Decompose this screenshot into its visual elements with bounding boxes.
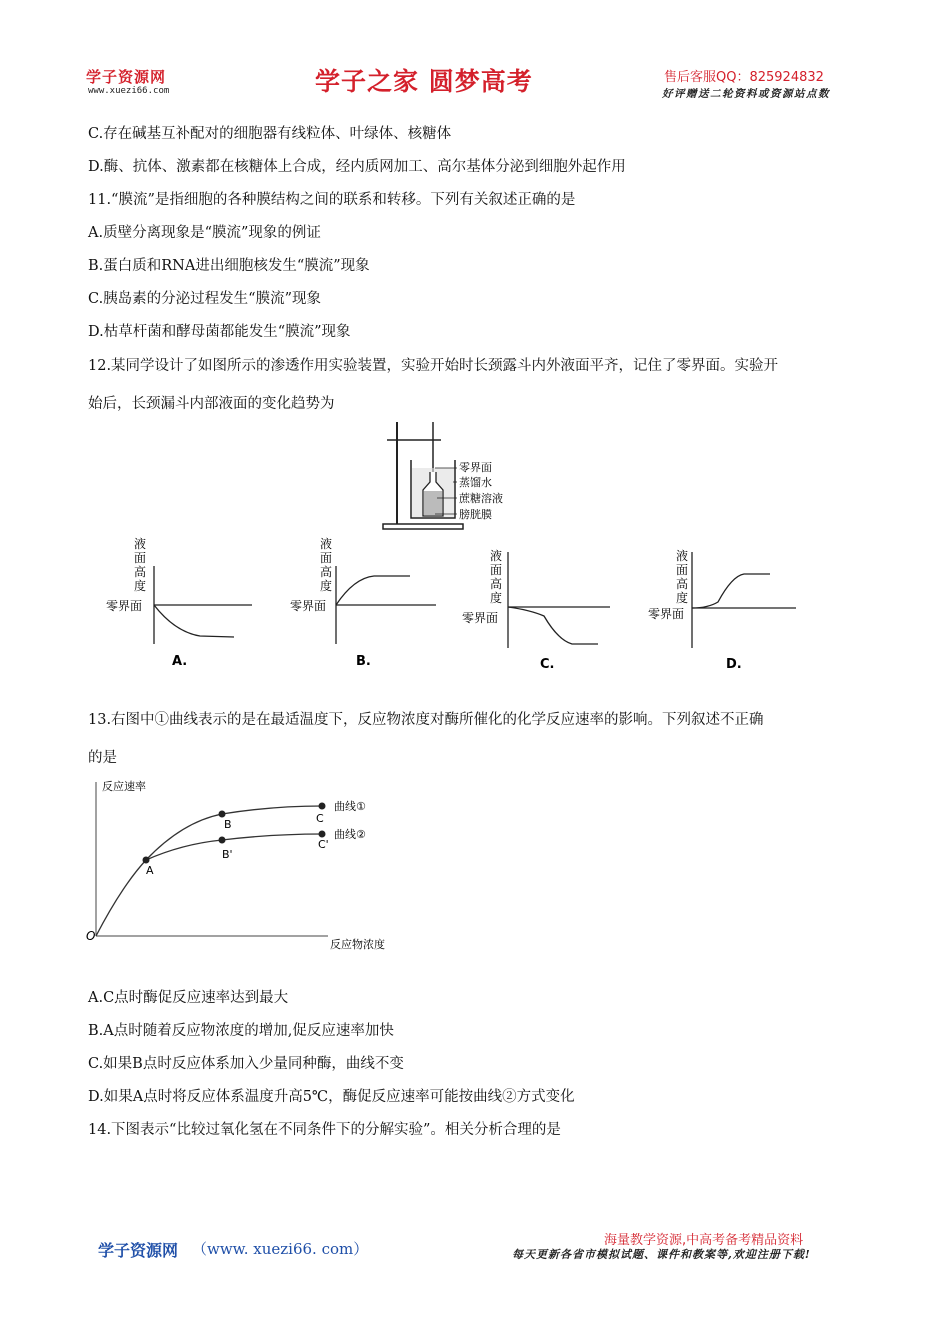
label-bladder-membrane: 膀胱膜 — [459, 508, 492, 521]
option-11c: C.胰岛素的分泌过程发生“膜流”现象 — [88, 291, 322, 307]
svg-text:B': B' — [222, 848, 233, 861]
graph-option-a — [100, 532, 260, 672]
option-13d: D.如果A点时将反应体系温度升高5℃，酶促反应速率可能按曲线②方式变化 — [88, 1089, 575, 1105]
question-14: 14.下图表示“比较过氧化氢在不同条件下的分解实验”。相关分析合理的是 — [88, 1122, 561, 1138]
header-title: 学子之家 圆梦高考 — [315, 67, 533, 96]
option-a-label: A. — [172, 654, 188, 669]
svg-text:高: 高 — [134, 565, 147, 579]
svg-text:零界面: 零界面 — [106, 599, 143, 613]
svg-text:面: 面 — [320, 551, 333, 565]
svg-text:度: 度 — [134, 579, 147, 593]
option-13c: C.如果B点时反应体系加入少量同种酶，曲线不变 — [88, 1056, 404, 1072]
point-c-prime — [319, 831, 326, 838]
svg-text:度: 度 — [490, 591, 503, 605]
question-12: 12.某同学设计了如图所示的渗透作用实验装置，实验开始时长颈露斗内外液面平齐，记住了零界面。实验开 — [88, 358, 779, 374]
question-13: 13.右图中①曲线表示的是在最适温度下，反应物浓度对酶所催化的化学反应速率的影响。下列叙述不正确 — [88, 712, 764, 728]
header-logo: 学子资源网 — [86, 68, 167, 86]
svg-text:零界面: 零界面 — [290, 599, 327, 613]
graph-option-c — [460, 544, 620, 674]
question-13-cont: 的是 — [88, 750, 117, 766]
svg-text:高: 高 — [320, 565, 333, 579]
chart-origin: O — [86, 929, 96, 943]
svg-text:液: 液 — [676, 549, 689, 563]
label-sucrose-solution: 蔗糖溶液 — [459, 492, 503, 505]
point-c — [319, 803, 326, 810]
svg-text:度: 度 — [320, 579, 333, 593]
curve-2-label: 曲线② — [334, 828, 366, 841]
option-b-label: B. — [356, 654, 371, 669]
footer-url[interactable]: （www. xuezi66. com） — [192, 1240, 369, 1258]
graph-option-d — [646, 544, 806, 674]
svg-text:B: B — [224, 818, 232, 831]
svg-text:液: 液 — [320, 537, 333, 551]
option-11d: D.枯草杆菌和酵母菌都能发生“膜流”现象 — [88, 324, 351, 340]
svg-text:A: A — [146, 864, 154, 877]
text-line: C.存在碱基互补配对的细胞器有线粒体、叶绿体、核糖体 — [88, 126, 452, 142]
svg-text:面: 面 — [134, 551, 147, 565]
option-13b: B.A点时随着反应物浓度的增加,促反应速率加快 — [88, 1023, 394, 1039]
svg-text:度: 度 — [676, 591, 689, 605]
option-c-label: C. — [540, 657, 555, 672]
point-a — [143, 857, 150, 864]
option-11b: B.蛋白质和RNA进出细胞核发生“膜流”现象 — [88, 258, 370, 274]
curve-1-label: 曲线① — [334, 800, 366, 813]
svg-text:C: C — [316, 812, 324, 825]
chart-xlabel: 反应物浓度 — [330, 938, 385, 951]
text-line: D.酶、抗体、激素都在核糖体上合成，经内质网加工、高尔基体分泌到细胞外起作用 — [88, 159, 626, 175]
question-12-cont: 始后，长颈漏斗内部液面的变化趋势为 — [88, 396, 335, 412]
svg-text:高: 高 — [676, 577, 689, 591]
svg-text:液: 液 — [490, 549, 503, 563]
footer-notice: 每天更新各省市模拟试题、课件和教案等,欢迎注册下载! — [512, 1248, 811, 1261]
svg-text:面: 面 — [490, 563, 503, 577]
svg-text:零界面: 零界面 — [648, 607, 685, 621]
chart-ylabel: 反应速率 — [102, 780, 146, 793]
option-13a: A.C点时酶促反应速率达到最大 — [88, 990, 289, 1006]
footer-logo: 学子资源网 — [98, 1241, 179, 1260]
svg-text:零界面: 零界面 — [462, 611, 499, 625]
label-zero-interface: 零界面 — [459, 461, 492, 474]
header-subtitle: 好评赠送二轮资料或资源站点数 — [662, 88, 830, 100]
svg-text:液: 液 — [134, 537, 147, 551]
point-b-prime — [219, 837, 226, 844]
svg-text:高: 高 — [490, 577, 503, 591]
header-logo-url: www.xuezi66.com — [88, 86, 170, 96]
option-11a: A.质壁分离现象是“膜流”现象的例证 — [88, 225, 321, 241]
svg-text:C': C' — [318, 838, 329, 851]
question-11: 11.“膜流”是指细胞的各种膜结构之间的联系和转移。下列有关叙述正确的是 — [88, 192, 576, 208]
label-distilled-water: 蒸馏水 — [459, 476, 492, 489]
graph-option-b — [286, 532, 446, 672]
osmosis-apparatus — [375, 420, 545, 532]
footer-slogan: 海量教学资源,中高考备考精品资料 — [604, 1233, 804, 1248]
enzyme-rate-chart — [82, 776, 402, 956]
svg-text:面: 面 — [676, 563, 689, 577]
header-qq: 售后客服QQ：825924832 — [664, 70, 824, 85]
point-b — [219, 811, 226, 818]
option-d-label: D. — [726, 657, 742, 672]
